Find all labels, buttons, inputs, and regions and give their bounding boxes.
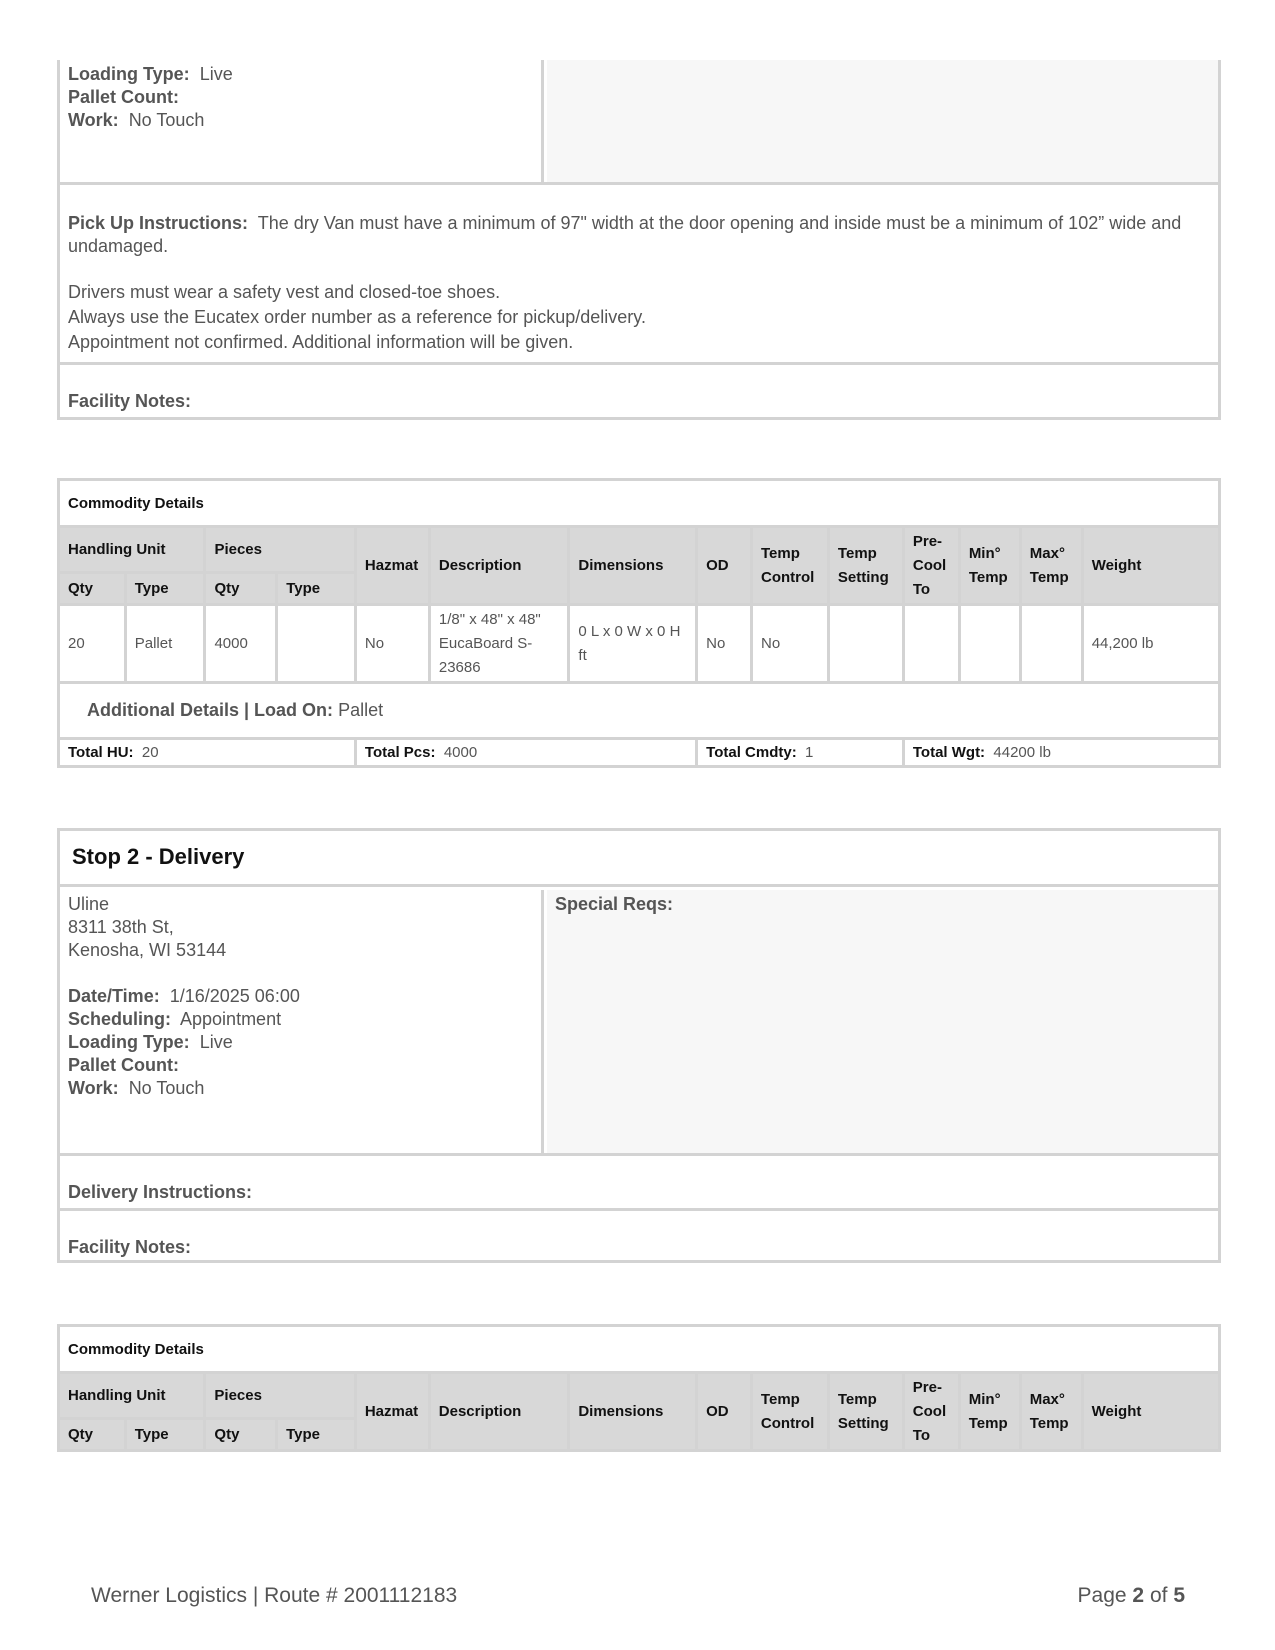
min-temp-header: Min° Temp (959, 1373, 1020, 1451)
facility-notes-label: Facility Notes: (68, 391, 192, 411)
page-prefix: Page (1077, 1584, 1127, 1607)
loading-type-label: Loading Type: (68, 1032, 190, 1052)
hu-qty-header: Qty (59, 573, 126, 605)
stop2-details (60, 890, 544, 1153)
delivery-instructions-label: Delivery Instructions: (68, 1182, 253, 1202)
total-hu-label: Total HU: (68, 744, 134, 761)
hu-qty-header: Qty (59, 1419, 126, 1451)
hu-type-header: Type (125, 1419, 205, 1451)
pcs-qty-header: Qty (205, 1419, 277, 1451)
pcs-type-header: Type (277, 1419, 356, 1451)
dimensions-header: Dimensions (569, 1373, 697, 1451)
datetime-label: Date/Time: (68, 986, 160, 1006)
stop2-street: 8311 38th St, (68, 917, 174, 937)
loading-type-label: Loading Type: (68, 64, 190, 84)
pickup-instructions (60, 182, 1218, 362)
pcs-type-cell (277, 605, 356, 683)
delivery-instructions (60, 1153, 1218, 1208)
hazmat-cell: No (355, 605, 429, 683)
pcs-qty-header: Qty (205, 573, 277, 605)
dimensions-header: Dimensions (569, 527, 697, 605)
total-pcs-value: 4000 (443, 744, 478, 761)
total-wgt-value: 44200 lb (993, 744, 1051, 761)
scheduling-label: Scheduling: (68, 1009, 171, 1029)
work-label: Work: (68, 1078, 119, 1098)
description-header: Description (429, 527, 569, 605)
datetime-value: 1/16/2025 06:00 (169, 986, 300, 1006)
footer-route: Werner Logistics | Route # 2001112183 (91, 1584, 458, 1607)
temp-setting-header: Temp Setting (828, 1373, 903, 1451)
od-header: OD (697, 1373, 752, 1451)
facility-notes-label: Facility Notes: (68, 1237, 192, 1257)
stop2-heading: Stop 2 - Delivery (60, 831, 1218, 887)
total-cmdty-label: Total Cmdty: (706, 744, 797, 761)
od-cell: No (697, 605, 752, 683)
od-header: OD (697, 527, 752, 605)
temp-setting-header: Temp Setting (828, 527, 903, 605)
pickup-instructions-label: Pick Up Instructions: (68, 213, 249, 233)
temp-control-header: Temp Control (751, 1373, 828, 1451)
page-of: of (1149, 1584, 1168, 1607)
special-reqs-label: Special Reqs: (555, 894, 674, 914)
stop2-facility-notes (60, 1208, 1218, 1263)
pcs-qty-cell: 4000 (205, 605, 277, 683)
total-cmdty-value: 1 (805, 744, 814, 761)
temp-control-cell: No (751, 605, 828, 683)
pre-cool-cell (903, 605, 959, 683)
min-temp-cell (959, 605, 1020, 683)
hazmat-header: Hazmat (355, 1373, 429, 1451)
handling-unit-header: Handling Unit (59, 527, 205, 573)
min-temp-header: Min° Temp (959, 527, 1020, 605)
commodity-title: Commodity Details (59, 1326, 1220, 1373)
table-row (59, 605, 1220, 683)
pickup-instructions-text: The dry Van must have a minimum of 97" width at the door opening and inside must be a minimum of 102” wide and undamaged. (68, 213, 1182, 256)
total-hu-value: 20 (141, 744, 159, 761)
stop2-section (57, 828, 1221, 1263)
max-temp-header: Max° Temp (1020, 1373, 1082, 1451)
total-pcs-label: Total Pcs: (364, 744, 436, 761)
temp-setting-cell (828, 605, 903, 683)
pre-cool-header: Pre-Cool To (903, 527, 959, 605)
pieces-header: Pieces (205, 1373, 355, 1419)
pickup-instructions-line: Appointment not confirmed. Additional information will be given. (68, 332, 574, 352)
work-value: No Touch (128, 1078, 205, 1098)
page-current: 2 (1132, 1584, 1145, 1607)
totals-row (59, 739, 1220, 767)
hu-type-header: Type (125, 573, 205, 605)
stop1-special-reqs (547, 60, 1218, 182)
additional-details-value: Pallet (338, 700, 384, 720)
stop1-details (60, 60, 544, 182)
additional-details-row (59, 683, 1220, 739)
work-value: No Touch (128, 110, 205, 130)
commodity-table (57, 1324, 1221, 1452)
temp-control-header: Temp Control (751, 527, 828, 605)
pallet-count-label: Pallet Count: (68, 1055, 179, 1075)
stop2-special-reqs (547, 890, 1218, 1153)
pre-cool-header: Pre-Cool To (903, 1373, 959, 1451)
commodity-title: Commodity Details (59, 480, 1220, 527)
description-cell: 1/8" x 48" x 48" EucaBoard S-23686 (429, 605, 569, 683)
loading-type-value: Live (199, 1032, 233, 1052)
max-temp-header: Max° Temp (1020, 527, 1082, 605)
stop2-city: Kenosha, WI 53144 (68, 940, 227, 960)
page-total: 5 (1173, 1584, 1185, 1607)
pieces-header: Pieces (205, 527, 355, 573)
weight-header: Weight (1082, 1373, 1219, 1451)
weight-cell: 44,200 lb (1082, 605, 1219, 683)
stop2-company: Uline (68, 894, 110, 914)
hu-qty-cell: 20 (59, 605, 126, 683)
description-header: Description (429, 1373, 569, 1451)
additional-details-label: Additional Details | Load On: (87, 700, 334, 720)
handling-unit-header: Handling Unit (59, 1373, 205, 1419)
stop1-facility-notes (60, 362, 1218, 417)
dimensions-cell: 0 L x 0 W x 0 H ft (569, 605, 697, 683)
pickup-instructions-line: Drivers must wear a safety vest and closed-toe shoes. (68, 282, 501, 302)
pickup-instructions-line: Always use the Eucatex order number as a reference for pickup/delivery. (68, 307, 646, 327)
hazmat-header: Hazmat (355, 527, 429, 605)
stop1-section (57, 60, 1221, 420)
work-label: Work: (68, 110, 119, 130)
hu-type-cell: Pallet (125, 605, 205, 683)
loading-type-value: Live (199, 64, 233, 84)
total-wgt-label: Total Wgt: (912, 744, 986, 761)
pallet-count-label: Pallet Count: (68, 87, 179, 107)
scheduling-value: Appointment (180, 1009, 282, 1029)
weight-header: Weight (1082, 527, 1219, 605)
pcs-type-header: Type (277, 573, 356, 605)
max-temp-cell (1020, 605, 1082, 683)
commodity-table (57, 478, 1221, 768)
footer-page-number (1078, 1584, 1185, 1608)
